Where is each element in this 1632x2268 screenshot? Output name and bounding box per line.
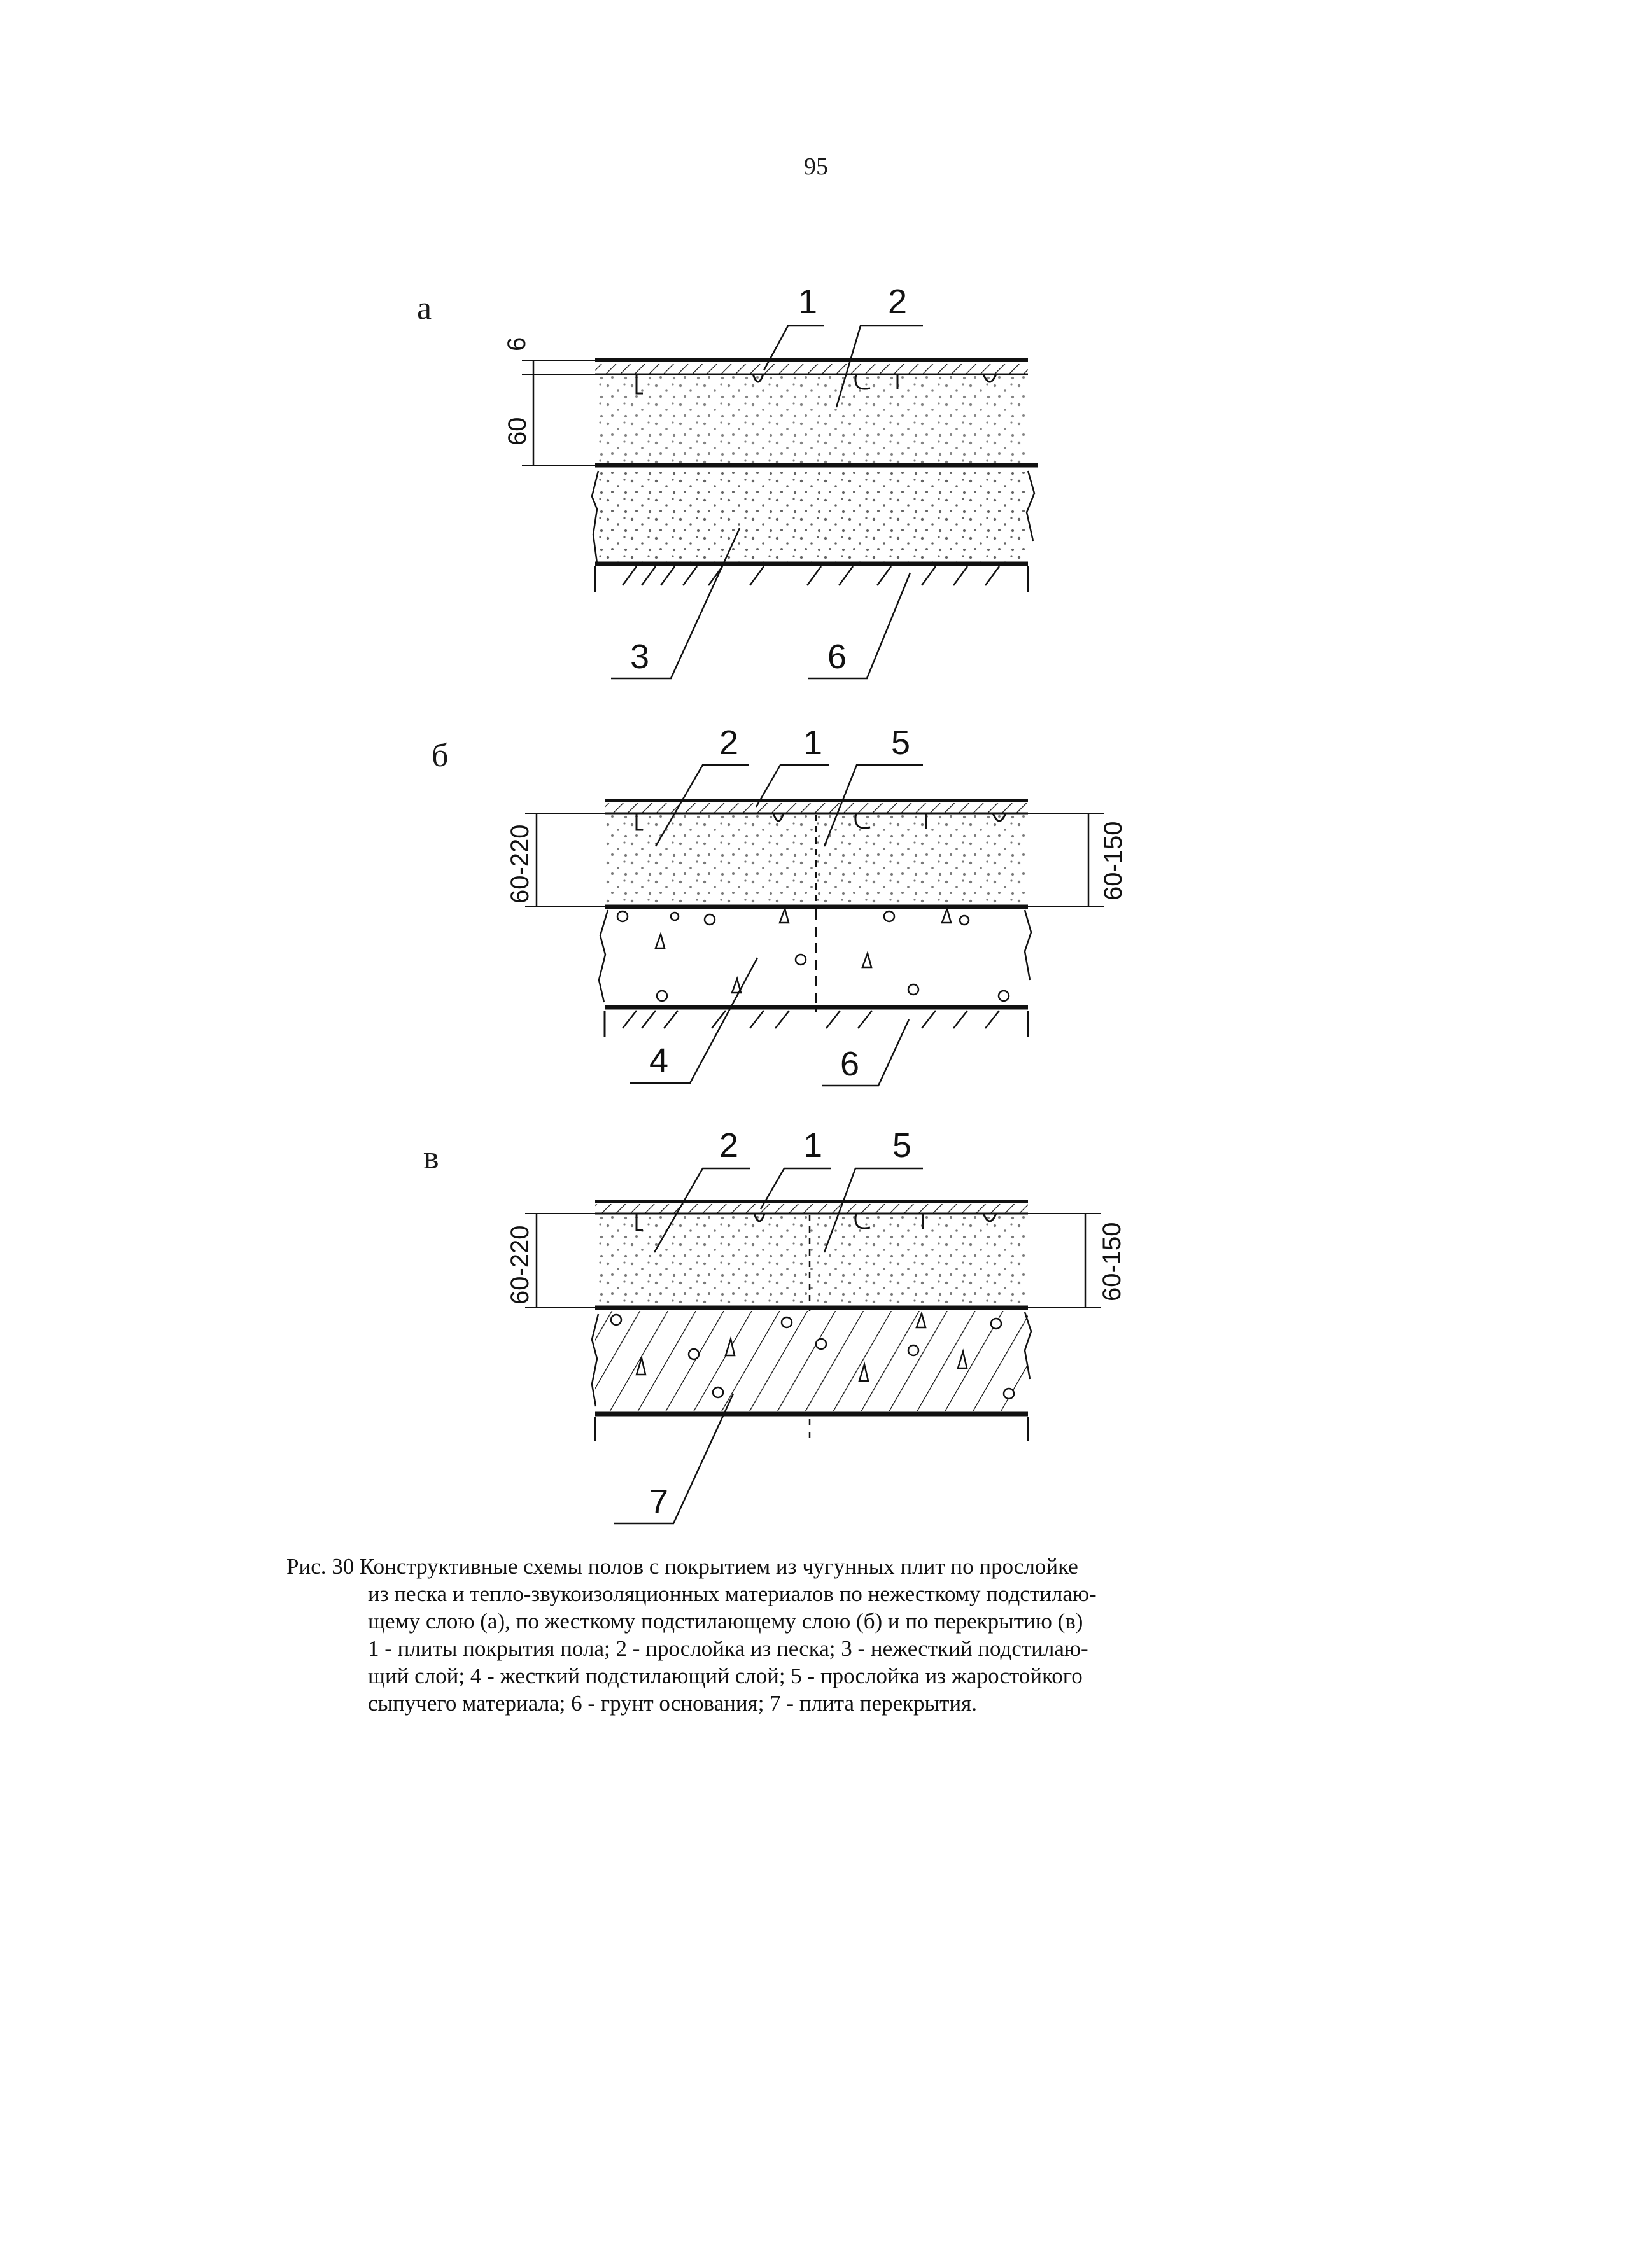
caption-line: щий слой; 4 - жесткий подстилающий слой; 5 - прослойка из жаростойкого bbox=[368, 1663, 1083, 1688]
page-number: 95 bbox=[804, 153, 828, 180]
callout-label: 6 bbox=[827, 638, 847, 676]
cast-iron-plate-layer bbox=[595, 364, 1028, 374]
sand-interlayer bbox=[605, 815, 815, 904]
panel-b-diagram bbox=[506, 724, 1127, 1086]
caption-line: 1 - плиты покрытия пола; 2 - прослойка из песка; 3 - нежесткий подстилаю- bbox=[368, 1636, 1088, 1661]
panel-letter-b: б bbox=[432, 738, 449, 774]
figure-caption bbox=[286, 1553, 1305, 1717]
callout-label: 1 bbox=[803, 724, 823, 762]
panel-c-diagram bbox=[506, 1126, 1126, 1523]
cast-iron-plate-layer bbox=[595, 1204, 1028, 1213]
panel-a-diagram bbox=[503, 283, 1038, 678]
sand-interlayer bbox=[595, 1215, 808, 1303]
panel-letter-a: а bbox=[417, 290, 432, 326]
dimension-label: 60-220 bbox=[506, 1225, 534, 1305]
callout-label: 5 bbox=[891, 724, 911, 762]
dimension-label: 60-150 bbox=[1098, 1222, 1126, 1301]
callout-label: 6 bbox=[840, 1045, 860, 1083]
heat-resistant-interlayer bbox=[816, 815, 1028, 904]
heat-resistant-interlayer bbox=[810, 1215, 1028, 1303]
callout-label: 2 bbox=[719, 1126, 739, 1165]
caption-line: щему слою (а), по жесткому подстилающему слою (б) и по перекрытию (в) bbox=[368, 1609, 1083, 1634]
nonrigid-underlayer bbox=[595, 468, 1028, 562]
callout-label: 7 bbox=[649, 1483, 669, 1521]
sand-interlayer bbox=[595, 375, 1028, 463]
ground-hatching bbox=[623, 1011, 999, 1028]
dimension-label: 60 bbox=[503, 417, 531, 445]
caption-line: сыпучего материала; 6 - грунт основания; 7 - плита перекрытия. bbox=[368, 1691, 977, 1716]
callout-label: 1 bbox=[798, 283, 818, 321]
cast-iron-plate-layer bbox=[605, 803, 1028, 813]
callout-label: 2 bbox=[719, 724, 739, 762]
rigid-underlayer bbox=[617, 909, 1009, 1001]
caption-line: Рис. 30 Конструктивные схемы полов с покрытием из чугунных плит по прослойке bbox=[286, 1554, 1078, 1579]
dimension-label: 6 bbox=[503, 337, 531, 351]
callout-label: 3 bbox=[630, 638, 650, 676]
dimension-label: 60-150 bbox=[1099, 821, 1127, 900]
dimension-label: 60-220 bbox=[506, 824, 534, 904]
callout-label: 4 bbox=[649, 1042, 669, 1080]
callout-label: 1 bbox=[803, 1126, 823, 1165]
ground-hatching bbox=[623, 566, 999, 585]
callout-label: 2 bbox=[888, 283, 908, 321]
caption-line: из песка и тепло-звукоизоляционных материалов по нежесткому подстилаю- bbox=[368, 1581, 1097, 1606]
callout-label: 5 bbox=[892, 1126, 912, 1165]
panel-letter-v: в bbox=[423, 1140, 439, 1176]
